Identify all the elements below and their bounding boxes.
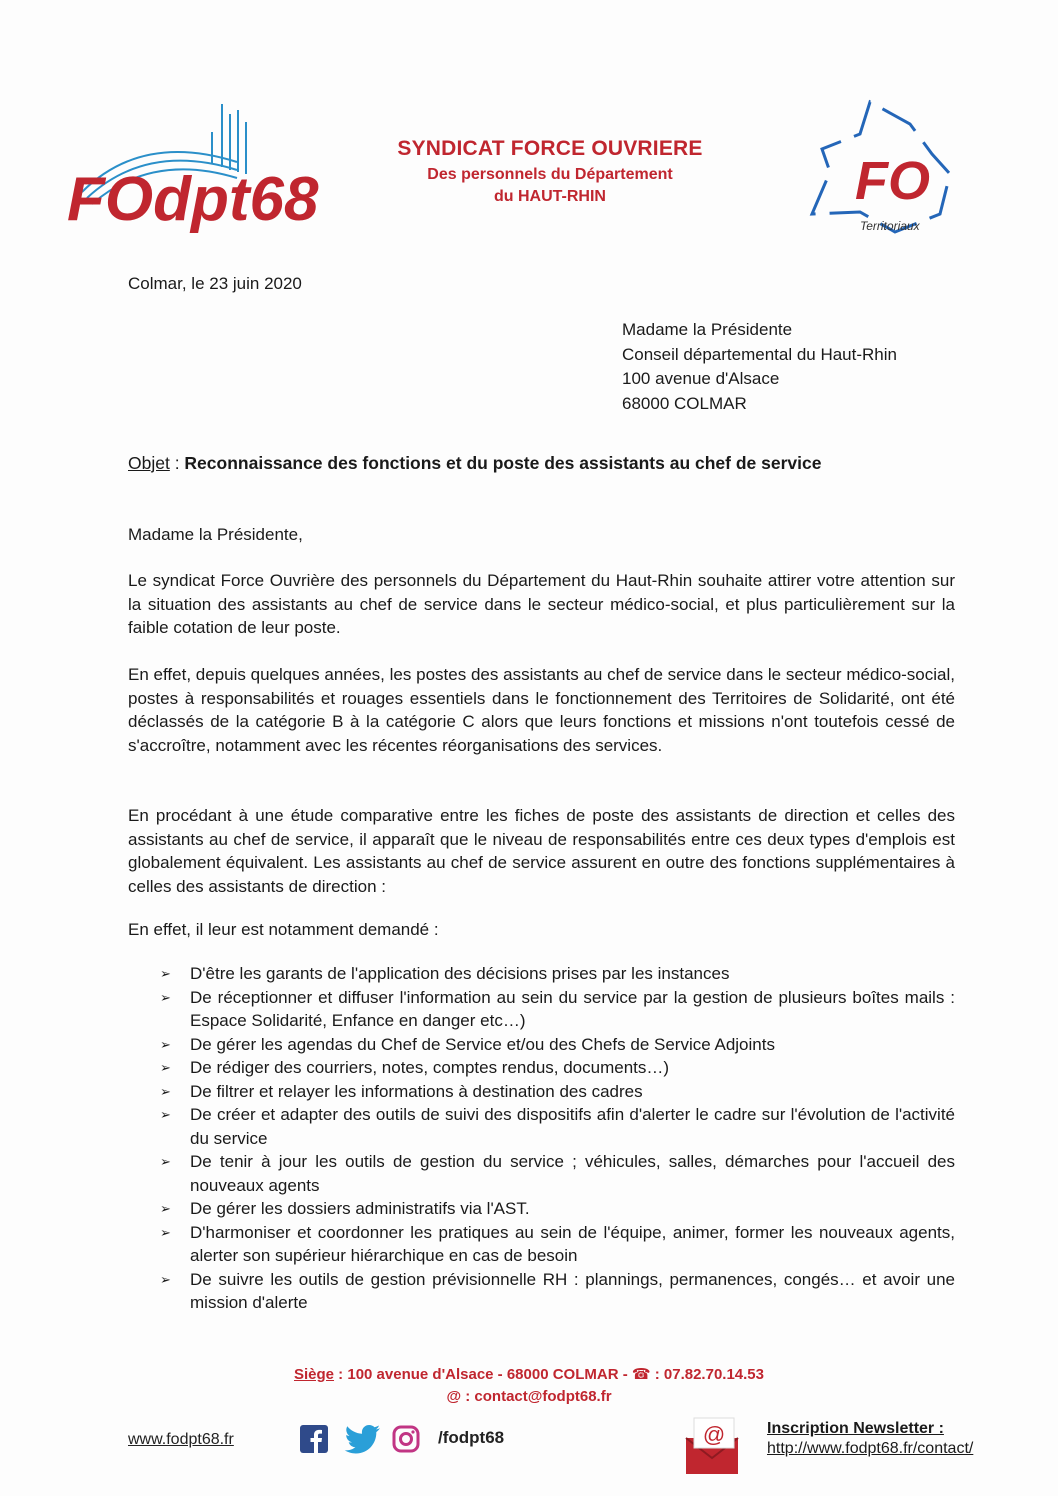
list-item: [160, 1221, 955, 1268]
union-subtitle-line2: du HAUT-RHIN: [494, 188, 606, 205]
bullet-arrow-icon: ➢: [160, 1154, 171, 1169]
place-date: Colmar, le 23 juin 2020: [128, 274, 302, 293]
newsletter-link[interactable]: http://www.fodpt68.fr/contact/: [767, 1440, 974, 1457]
bullet-arrow-icon: ➢: [160, 1036, 171, 1052]
list-item-text: D'être les garants de l'application des décisions prises par les instances: [190, 964, 730, 983]
list-item: [160, 986, 955, 1033]
list-item: [160, 1080, 955, 1104]
bullet-arrow-icon: ➢: [160, 1271, 171, 1287]
bullet-arrow-icon: ➢: [160, 966, 171, 981]
recipient-line: 100 avenue d'Alsace: [622, 369, 780, 388]
list-item: [160, 1197, 955, 1221]
body-paragraph: Le syndicat Force Ouvrière des personnels du Département du Haut-Rhin souhaite attirer votre attention sur la situation des assistants au chef de service dans le secteur médico-social, et plus particulièrement sur la faible cotation de leur poste.: [128, 571, 955, 637]
subject-line: [128, 453, 821, 474]
twitter-icon[interactable]: [345, 1425, 381, 1453]
logo-right-text: FO: [855, 151, 930, 211]
list-item: [160, 1268, 955, 1315]
fodpt68-logo: [62, 92, 319, 252]
duties-list: [160, 962, 955, 1315]
phone-number: : 07.82.70.14.53: [650, 1366, 764, 1383]
list-item-text: De suivre les outils de gestion prévisionnelle RH : plannings, permanences, congés… et avoir une mission d'alerte: [190, 1269, 955, 1312]
subject-text: Reconnaissance des fonctions et du poste des assistants au chef de service: [184, 453, 822, 473]
logo-right-subtext: Territoriaux: [860, 219, 920, 233]
body-paragraph: En effet, depuis quelques années, les postes des assistants au chef de service dans le secteur médico-social, postes à responsabilités et rouages essentiels dans le fonctionnement des Territoires de Solidarité, ont été déclassés de la catégorie B à la catégorie C alors que leurs fonctions et missions n'ont toutefois cessé de s'accroître, notamment avec les récentes réorganisations des services.: [128, 665, 955, 755]
subject-separator: :: [169, 453, 185, 473]
newsletter-title: Inscription Newsletter :: [767, 1420, 944, 1437]
svg-text:@: @: [702, 1422, 726, 1447]
email-link[interactable]: contact@fodpt68.fr: [474, 1388, 612, 1405]
list-item-text: De filtrer et relayer les informations à destination des cadres: [190, 1081, 643, 1101]
social-handle[interactable]: /fodpt68: [438, 1428, 505, 1447]
union-subtitle-line1: Des personnels du Département: [427, 166, 673, 183]
seat-address: : 100 avenue d'Alsace - 68000 COLMAR -: [334, 1366, 632, 1383]
recipient-address: [622, 318, 897, 416]
website-link[interactable]: www.fodpt68.fr: [128, 1431, 234, 1448]
body-paragraph: En procédant à une étude comparative entre les fiches de poste des assistants de direction et celles des assistants au chef de service, il apparaît que le niveau de responsabilités entre ces deux types d'emplois est globalement équivalent. Les assistants au chef de service assurent en outre des fonctions supplémentaires à celles des assistants de direction :: [128, 806, 955, 896]
list-item-text: D'harmoniser et coordonner les pratiques au sein de l'équipe, animer, former les nouveaux agents, alerter son supérieur hiérarchique en cas de besoin: [190, 1222, 955, 1265]
list-item-text: De tenir à jour les outils de gestion du service ; véhicules, salles, démarches pour l'accueil des nouveaux agents: [190, 1152, 955, 1195]
facebook-icon[interactable]: [300, 1425, 328, 1453]
logo-left-text: FOdpt68: [67, 165, 319, 234]
body-paragraph: En effet, il leur est notamment demandé :: [128, 920, 439, 939]
bullet-arrow-icon: ➢: [160, 1107, 171, 1122]
bullet-arrow-icon: ➢: [160, 1224, 171, 1240]
list-item: [160, 962, 955, 986]
footer-email: [250, 1388, 808, 1405]
recipient-line: Conseil départemental du Haut-Rhin: [622, 344, 897, 364]
recipient-line: 68000 COLMAR: [622, 393, 747, 413]
phone-icon: ☎: [631, 1366, 651, 1383]
mail-icon: [680, 1412, 750, 1482]
list-item-text: De créer et adapter des outils de suivi des dispositifs afin d'alerter le cadre sur l'évolution de l'activité du service: [190, 1105, 955, 1148]
list-item: [160, 1056, 955, 1080]
bullet-arrow-icon: ➢: [160, 1083, 171, 1099]
fo-territoriaux-logo: [800, 94, 960, 244]
bullet-arrow-icon: ➢: [160, 1060, 171, 1075]
list-item: [160, 1150, 955, 1197]
list-item-text: De rédiger des courriers, notes, comptes rendus, documents…): [190, 1058, 670, 1077]
recipient-line: Madame la Présidente: [622, 320, 793, 339]
list-item-text: De réceptionner et diffuser l'information au sein du service par la gestion de plusieurs boîtes mails : Espace Solidarité, Enfance en danger etc…): [190, 987, 955, 1030]
list-item-text: De gérer les dossiers administratifs via l'AST.: [190, 1199, 530, 1218]
list-item: [160, 1103, 955, 1150]
instagram-icon[interactable]: [392, 1425, 420, 1453]
bullet-arrow-icon: ➢: [160, 1201, 171, 1216]
subject-label: Objet: [128, 453, 170, 473]
union-title: SYNDICAT FORCE OUVRIERE: [397, 137, 703, 160]
email-prefix: @ :: [446, 1388, 475, 1405]
list-item: [160, 1033, 955, 1057]
list-item-text: De gérer les agendas du Chef de Service et/ou des Chefs de Service Adjoints: [190, 1034, 775, 1054]
salutation: Madame la Présidente,: [128, 525, 303, 544]
footer-address: [250, 1365, 808, 1383]
bullet-arrow-icon: ➢: [160, 989, 171, 1005]
seat-label: Siège: [293, 1366, 335, 1383]
